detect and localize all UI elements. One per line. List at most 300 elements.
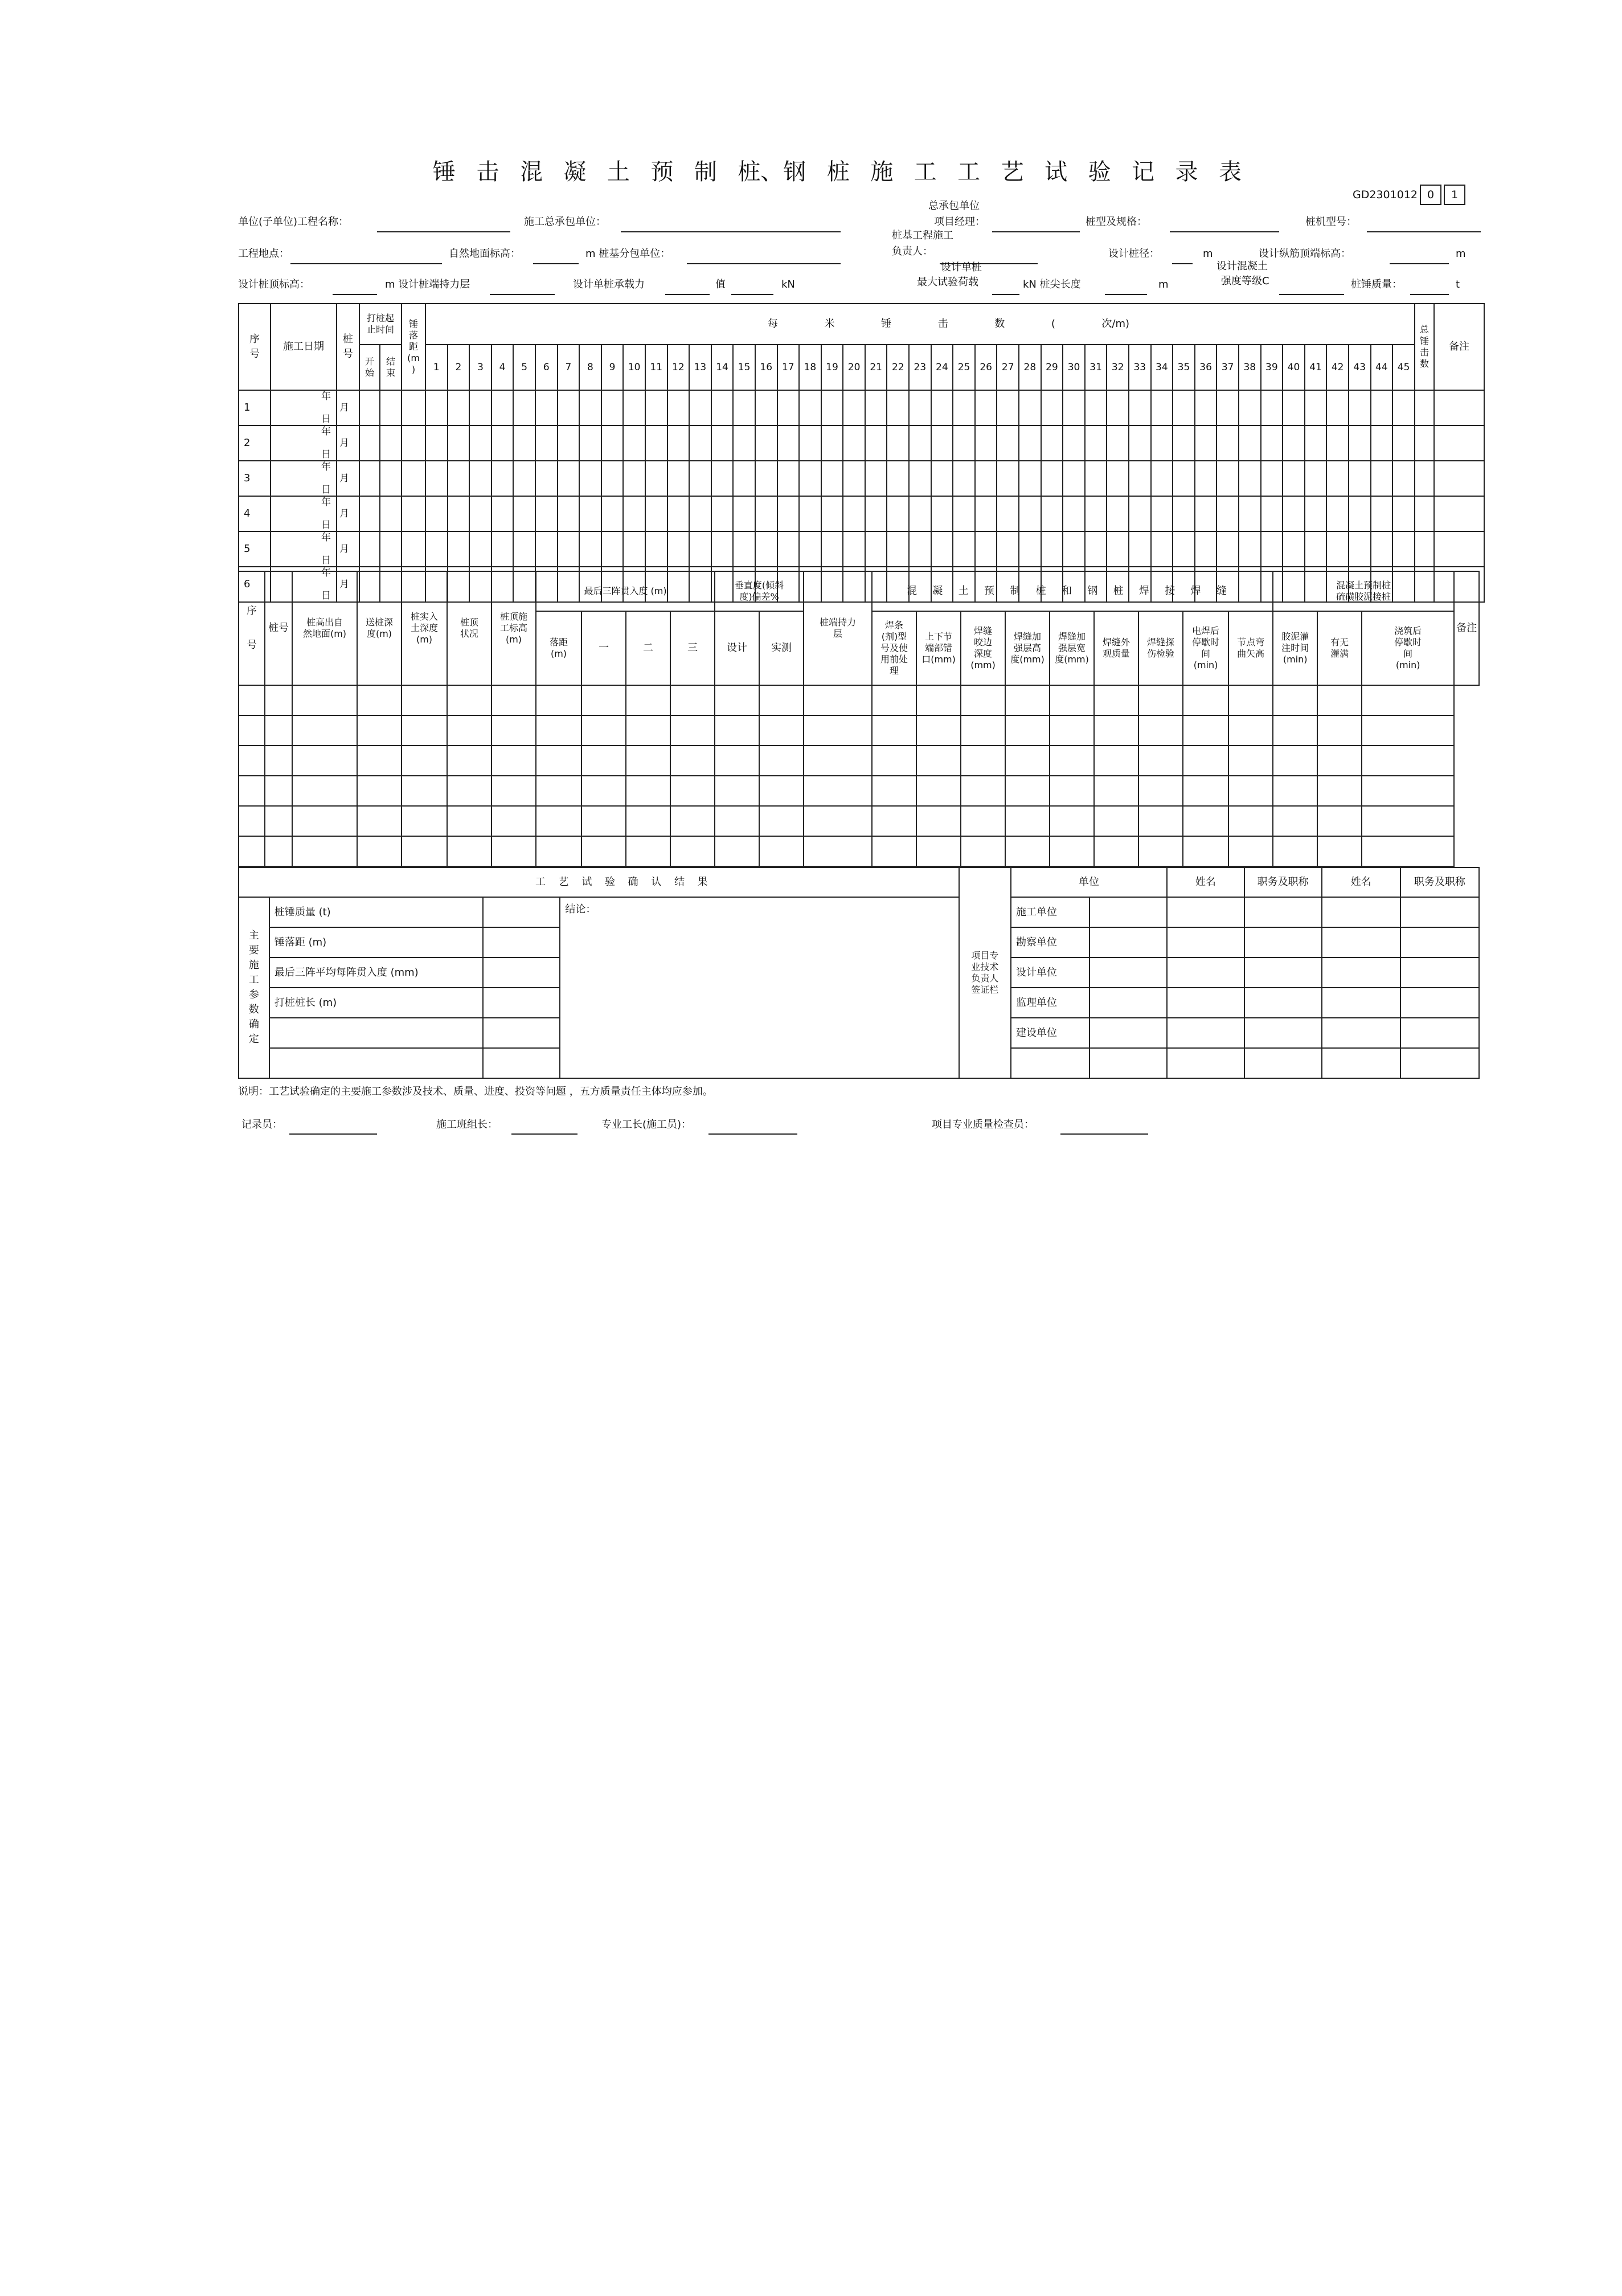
weld-row-cell[interactable] (581, 806, 626, 836)
weld-row-cell[interactable] (1317, 746, 1362, 776)
weld-row-cell[interactable] (402, 776, 447, 806)
blow-cell[interactable] (975, 390, 997, 425)
sign-entry[interactable] (1322, 897, 1400, 927)
sign-entry[interactable] (1322, 1018, 1400, 1048)
design-pile-top-field[interactable] (333, 294, 377, 295)
blow-cell[interactable] (448, 531, 470, 567)
blow-cell[interactable] (1173, 425, 1195, 461)
sign-entry[interactable] (1244, 957, 1322, 988)
weld-row-cell[interactable] (1005, 715, 1050, 746)
blow-cell[interactable] (601, 390, 624, 425)
blow-cell[interactable] (1216, 390, 1239, 425)
blow-cell[interactable] (755, 531, 777, 567)
weld-row-cell[interactable] (1362, 685, 1454, 715)
weld-row-cell[interactable] (759, 776, 804, 806)
weld-row-cell[interactable] (1094, 746, 1138, 776)
blow-cell[interactable] (1107, 531, 1129, 567)
blow-cell[interactable] (1261, 531, 1283, 567)
blow-cell[interactable] (733, 461, 755, 496)
weld-row-cell[interactable] (916, 836, 961, 866)
blow-cell[interactable] (1063, 531, 1085, 567)
blow-cell[interactable] (448, 496, 470, 531)
weld-row-cell[interactable] (1005, 685, 1050, 715)
blow-cell[interactable] (491, 531, 514, 567)
blow-cell[interactable] (1107, 461, 1129, 496)
blow-cell[interactable] (667, 531, 690, 567)
sign-entry[interactable] (1400, 897, 1479, 927)
sign-entry[interactable] (1322, 957, 1400, 988)
weld-row-cell[interactable] (447, 806, 491, 836)
blow-cell[interactable] (821, 496, 843, 531)
foreman-field[interactable] (708, 1133, 797, 1135)
blow-cell[interactable] (623, 425, 645, 461)
blow-cell[interactable] (1216, 531, 1239, 567)
blow-cell[interactable] (887, 425, 909, 461)
weld-row-cell[interactable] (491, 836, 536, 866)
row-cell[interactable] (380, 425, 402, 461)
weld-row-cell[interactable] (626, 836, 670, 866)
weld-row-cell[interactable] (626, 685, 670, 715)
blow-cell[interactable] (558, 425, 580, 461)
blow-cell[interactable] (1041, 390, 1063, 425)
weld-row-cell[interactable] (1005, 776, 1050, 806)
blow-cell[interactable] (579, 425, 601, 461)
blow-cell[interactable] (645, 531, 667, 567)
weld-row-cell[interactable] (1362, 836, 1454, 866)
form-code-box-1[interactable]: 0 (1420, 185, 1441, 205)
weld-row-cell[interactable] (536, 806, 581, 836)
weld-row-cell[interactable] (239, 776, 265, 806)
qc-inspector-field[interactable] (1060, 1133, 1148, 1135)
blow-cell[interactable] (689, 531, 711, 567)
weld-row-cell[interactable] (670, 806, 715, 836)
weld-row-cell[interactable] (265, 776, 292, 806)
blow-cell[interactable] (1195, 496, 1217, 531)
sign-entry[interactable] (1244, 927, 1322, 957)
blow-cell[interactable] (1129, 425, 1151, 461)
blow-cell[interactable] (1085, 461, 1107, 496)
weld-row-cell[interactable] (239, 806, 265, 836)
weld-row-cell[interactable] (447, 715, 491, 746)
blow-cell[interactable] (469, 425, 491, 461)
row-date[interactable] (271, 425, 349, 461)
blow-cell[interactable] (711, 390, 734, 425)
blow-cell[interactable] (799, 461, 821, 496)
weld-row-cell[interactable] (670, 776, 715, 806)
blow-cell[interactable] (1239, 461, 1261, 496)
blow-cell[interactable] (711, 425, 734, 461)
blow-cell[interactable] (1173, 390, 1195, 425)
value-field[interactable] (731, 294, 773, 295)
design-pile-dia-field[interactable] (1172, 263, 1193, 264)
blow-cell[interactable] (1239, 390, 1261, 425)
weld-row-cell[interactable] (581, 715, 626, 746)
weld-row-cell[interactable] (265, 806, 292, 836)
blow-cell[interactable] (513, 425, 535, 461)
weld-row-cell[interactable] (670, 836, 715, 866)
blow-cell[interactable] (491, 425, 514, 461)
row-cell[interactable] (359, 461, 380, 496)
weld-row-cell[interactable] (1050, 836, 1094, 866)
weld-row-cell[interactable] (447, 776, 491, 806)
blow-cell[interactable] (469, 496, 491, 531)
weld-row-cell[interactable] (804, 685, 872, 715)
conclusion-box[interactable]: 结论： (560, 897, 959, 1078)
weld-row-cell[interactable] (1050, 776, 1094, 806)
blow-cell[interactable] (997, 390, 1019, 425)
weld-row-cell[interactable] (357, 776, 402, 806)
blow-cell[interactable] (1129, 461, 1151, 496)
weld-row-cell[interactable] (961, 746, 1005, 776)
blow-cell[interactable] (799, 425, 821, 461)
blow-cell[interactable] (579, 461, 601, 496)
weld-row-cell[interactable] (1005, 836, 1050, 866)
weld-row-cell[interactable] (491, 806, 536, 836)
weld-row-cell[interactable] (1050, 685, 1094, 715)
blow-cell[interactable] (558, 461, 580, 496)
blow-cell[interactable] (1239, 425, 1261, 461)
weld-row-cell[interactable] (626, 776, 670, 806)
pile-type-spec-field[interactable] (1170, 231, 1279, 232)
row-date[interactable] (271, 390, 349, 425)
blow-cell[interactable] (1326, 531, 1349, 567)
blow-cell[interactable] (535, 425, 558, 461)
weld-row-cell[interactable] (804, 776, 872, 806)
blow-cell[interactable] (425, 425, 448, 461)
weld-row-cell[interactable] (872, 685, 916, 715)
blow-cell[interactable] (711, 531, 734, 567)
weld-row-cell[interactable] (292, 806, 357, 836)
blow-cell[interactable] (667, 390, 690, 425)
blow-cell[interactable] (909, 461, 931, 496)
weld-row-cell[interactable] (715, 746, 759, 776)
blow-cell[interactable] (1216, 461, 1239, 496)
weld-row-cell[interactable] (1138, 806, 1183, 836)
weld-row-cell[interactable] (759, 715, 804, 746)
project-location-field[interactable] (290, 263, 442, 264)
weld-row-cell[interactable] (402, 715, 447, 746)
weld-row-cell[interactable] (1317, 776, 1362, 806)
blow-cell[interactable] (558, 531, 580, 567)
weld-row-cell[interactable] (292, 746, 357, 776)
blow-cell[interactable] (469, 461, 491, 496)
blow-cell[interactable] (1371, 531, 1393, 567)
blow-cell[interactable] (1261, 390, 1283, 425)
weld-row-cell[interactable] (916, 776, 961, 806)
weld-row-cell[interactable] (1050, 806, 1094, 836)
remark-cell[interactable] (1434, 461, 1484, 496)
design-rebar-top-field[interactable] (1390, 263, 1449, 264)
blow-cell[interactable] (491, 390, 514, 425)
weld-row-cell[interactable] (357, 746, 402, 776)
blow-cell[interactable] (843, 496, 865, 531)
sign-entry[interactable] (1167, 957, 1244, 988)
blow-cell[interactable] (1085, 425, 1107, 461)
blow-cell[interactable] (1283, 425, 1305, 461)
blow-cell[interactable] (558, 390, 580, 425)
blow-cell[interactable] (448, 461, 470, 496)
sign-entry[interactable] (1167, 927, 1244, 957)
weld-row-cell[interactable] (402, 746, 447, 776)
blow-cell[interactable] (821, 531, 843, 567)
blow-cell[interactable] (623, 390, 645, 425)
row-cell[interactable] (380, 496, 402, 531)
blow-cell[interactable] (1305, 390, 1327, 425)
blow-cell[interactable] (777, 425, 800, 461)
blow-cell[interactable] (1326, 496, 1349, 531)
blow-cell[interactable] (689, 390, 711, 425)
blow-cell[interactable] (667, 425, 690, 461)
tip-length-field[interactable] (1105, 294, 1147, 295)
blow-cell[interactable] (1261, 461, 1283, 496)
weld-row-cell[interactable] (292, 685, 357, 715)
weld-row-cell[interactable] (715, 836, 759, 866)
weld-row-cell[interactable] (536, 776, 581, 806)
row-cell[interactable] (380, 461, 402, 496)
blow-cell[interactable] (1195, 425, 1217, 461)
weld-row-cell[interactable] (1273, 715, 1317, 746)
weld-row-cell[interactable] (626, 806, 670, 836)
blow-cell[interactable] (1392, 496, 1415, 531)
weld-row-cell[interactable] (804, 715, 872, 746)
sign-entry[interactable] (1400, 1048, 1479, 1078)
weld-row-cell[interactable] (1183, 806, 1228, 836)
blow-cell[interactable] (887, 531, 909, 567)
weld-row-cell[interactable] (1138, 685, 1183, 715)
blow-cell[interactable] (535, 496, 558, 531)
weld-row-cell[interactable] (715, 806, 759, 836)
blow-cell[interactable] (843, 461, 865, 496)
blow-cell[interactable] (1349, 496, 1371, 531)
weld-row-cell[interactable] (1138, 836, 1183, 866)
blow-cell[interactable] (1019, 425, 1041, 461)
blow-cell[interactable] (1305, 496, 1327, 531)
row-cell[interactable] (359, 531, 380, 567)
total-cell[interactable] (1415, 425, 1434, 461)
blow-cell[interactable] (931, 425, 953, 461)
param-value[interactable] (483, 988, 560, 1018)
blow-cell[interactable] (601, 461, 624, 496)
weld-row-cell[interactable] (292, 715, 357, 746)
sign-entry[interactable] (1167, 988, 1244, 1018)
blow-cell[interactable] (1085, 531, 1107, 567)
weld-row-cell[interactable] (536, 836, 581, 866)
blow-cell[interactable] (1195, 531, 1217, 567)
weld-row-cell[interactable] (715, 685, 759, 715)
weld-row-cell[interactable] (1050, 715, 1094, 746)
blow-cell[interactable] (1349, 461, 1371, 496)
weld-row-cell[interactable] (715, 776, 759, 806)
weld-row-cell[interactable] (581, 746, 626, 776)
weld-row-cell[interactable] (1273, 806, 1317, 836)
blow-cell[interactable] (1392, 531, 1415, 567)
weld-row-cell[interactable] (1362, 715, 1454, 746)
blow-cell[interactable] (975, 496, 997, 531)
row-cell[interactable] (359, 390, 380, 425)
weld-row-cell[interactable] (1228, 715, 1273, 746)
weld-row-cell[interactable] (239, 836, 265, 866)
blow-cell[interactable] (711, 461, 734, 496)
general-contractor-field[interactable] (621, 231, 841, 232)
weld-row-cell[interactable] (1138, 715, 1183, 746)
weld-row-cell[interactable] (581, 836, 626, 866)
weld-row-cell[interactable] (239, 746, 265, 776)
sign-unit-extra[interactable] (1089, 1048, 1167, 1078)
blow-cell[interactable] (733, 496, 755, 531)
blow-cell[interactable] (1085, 496, 1107, 531)
weld-row-cell[interactable] (1317, 806, 1362, 836)
weld-row-cell[interactable] (1183, 776, 1228, 806)
blow-cell[interactable] (491, 496, 514, 531)
blow-cell[interactable] (645, 461, 667, 496)
row-cell[interactable] (359, 496, 380, 531)
blow-cell[interactable] (1349, 531, 1371, 567)
weld-row-cell[interactable] (491, 685, 536, 715)
blow-cell[interactable] (975, 461, 997, 496)
sign-entry[interactable] (1400, 988, 1479, 1018)
blow-cell[interactable] (1371, 496, 1393, 531)
weld-row-cell[interactable] (1094, 715, 1138, 746)
weld-row-cell[interactable] (961, 715, 1005, 746)
blow-cell[interactable] (513, 461, 535, 496)
blow-cell[interactable] (975, 531, 997, 567)
conc-grade-field[interactable] (1279, 294, 1344, 295)
weld-row-cell[interactable] (916, 685, 961, 715)
weld-row-cell[interactable] (265, 715, 292, 746)
blow-cell[interactable] (777, 461, 800, 496)
blow-cell[interactable] (1019, 390, 1041, 425)
weld-row-cell[interactable] (1317, 836, 1362, 866)
blow-cell[interactable] (865, 496, 887, 531)
blow-cell[interactable] (931, 496, 953, 531)
weld-row-cell[interactable] (759, 746, 804, 776)
blow-cell[interactable] (1085, 390, 1107, 425)
blow-cell[interactable] (1019, 531, 1041, 567)
weld-row-cell[interactable] (1273, 776, 1317, 806)
blow-cell[interactable] (623, 461, 645, 496)
blow-cell[interactable] (425, 390, 448, 425)
blow-cell[interactable] (1063, 461, 1085, 496)
blow-cell[interactable] (558, 496, 580, 531)
param-value[interactable] (483, 957, 560, 988)
blow-cell[interactable] (1195, 390, 1217, 425)
weld-row-cell[interactable] (239, 715, 265, 746)
blow-cell[interactable] (843, 390, 865, 425)
blow-cell[interactable] (821, 425, 843, 461)
blow-cell[interactable] (887, 390, 909, 425)
weld-row-cell[interactable] (402, 685, 447, 715)
blow-cell[interactable] (733, 531, 755, 567)
gc-pm-field[interactable] (992, 231, 1080, 232)
blow-cell[interactable] (1349, 390, 1371, 425)
blow-cell[interactable] (1283, 390, 1305, 425)
param-value[interactable] (483, 927, 560, 957)
blow-cell[interactable] (1349, 425, 1371, 461)
bearing-layer-field[interactable] (490, 294, 555, 295)
blow-cell[interactable] (799, 496, 821, 531)
weld-row-cell[interactable] (759, 685, 804, 715)
blow-cell[interactable] (1107, 425, 1129, 461)
weld-row-cell[interactable] (292, 776, 357, 806)
blow-cell[interactable] (1063, 496, 1085, 531)
total-cell[interactable] (1415, 531, 1434, 567)
blow-cell[interactable] (601, 425, 624, 461)
blow-cell[interactable] (953, 496, 975, 531)
weld-row-cell[interactable] (1228, 746, 1273, 776)
blow-cell[interactable] (1326, 390, 1349, 425)
blow-cell[interactable] (1261, 425, 1283, 461)
blow-cell[interactable] (1151, 496, 1173, 531)
row-date[interactable] (271, 531, 349, 567)
weld-row-cell[interactable] (916, 806, 961, 836)
blow-cell[interactable] (1173, 461, 1195, 496)
weld-row-cell[interactable] (1094, 806, 1138, 836)
blow-cell[interactable] (1173, 531, 1195, 567)
sign-entry[interactable] (1400, 1018, 1479, 1048)
weld-row-cell[interactable] (916, 715, 961, 746)
weld-row-cell[interactable] (670, 685, 715, 715)
blow-cell[interactable] (579, 531, 601, 567)
param-value[interactable] (483, 897, 560, 927)
weld-row-cell[interactable] (872, 836, 916, 866)
sign-unit-extra[interactable] (1089, 1018, 1167, 1048)
blow-cell[interactable] (821, 390, 843, 425)
sign-entry[interactable] (1167, 1018, 1244, 1048)
blow-cell[interactable] (711, 496, 734, 531)
blow-cell[interactable] (953, 531, 975, 567)
weld-row-cell[interactable] (491, 746, 536, 776)
weld-row-cell[interactable] (536, 685, 581, 715)
design-capacity-field[interactable] (665, 294, 710, 295)
weld-row-cell[interactable] (804, 806, 872, 836)
blow-cell[interactable] (1041, 461, 1063, 496)
weld-row-cell[interactable] (402, 806, 447, 836)
sign-entry[interactable] (1244, 988, 1322, 1018)
blow-cell[interactable] (755, 425, 777, 461)
total-cell[interactable] (1415, 496, 1434, 531)
blow-cell[interactable] (535, 531, 558, 567)
sign-entry[interactable] (1400, 927, 1479, 957)
blow-cell[interactable] (1019, 461, 1041, 496)
blow-cell[interactable] (1129, 531, 1151, 567)
blow-cell[interactable] (887, 496, 909, 531)
blow-cell[interactable] (1063, 425, 1085, 461)
blow-cell[interactable] (865, 425, 887, 461)
blow-cell[interactable] (601, 531, 624, 567)
blow-cell[interactable] (865, 461, 887, 496)
remark-cell[interactable] (1434, 425, 1484, 461)
weld-row-cell[interactable] (670, 746, 715, 776)
weld-row-cell[interactable] (1138, 746, 1183, 776)
weld-row-cell[interactable] (626, 746, 670, 776)
blow-cell[interactable] (953, 461, 975, 496)
blow-cell[interactable] (843, 531, 865, 567)
weld-row-cell[interactable] (872, 715, 916, 746)
blow-cell[interactable] (645, 390, 667, 425)
blow-cell[interactable] (887, 461, 909, 496)
blow-cell[interactable] (667, 496, 690, 531)
weld-row-cell[interactable] (1183, 685, 1228, 715)
sign-entry[interactable] (1244, 897, 1322, 927)
blow-cell[interactable] (865, 531, 887, 567)
weld-row-cell[interactable] (1228, 685, 1273, 715)
weld-row-cell[interactable] (1362, 776, 1454, 806)
blow-cell[interactable] (843, 425, 865, 461)
weld-row-cell[interactable] (1094, 685, 1138, 715)
blow-cell[interactable] (975, 425, 997, 461)
weld-row-cell[interactable] (1050, 746, 1094, 776)
blow-cell[interactable] (1392, 390, 1415, 425)
